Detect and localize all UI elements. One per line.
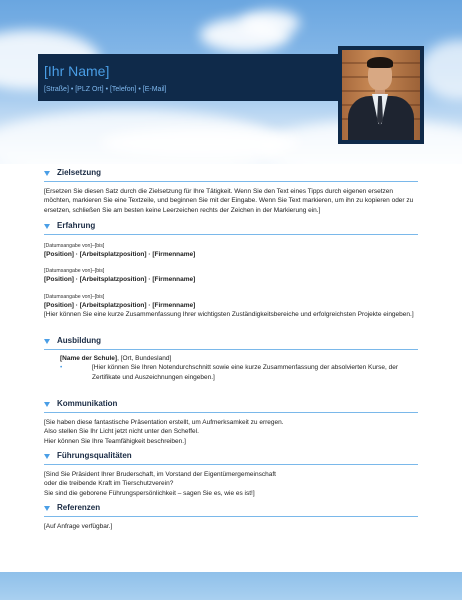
objective-text[interactable]: [Ersetzen Sie diesen Satz durch die Zielsetzung für Ihre Tätigkeit. Wenn Sie den Text eines Tipps durch eigenen ersetzen möchten, markieren Sie eine Textzeile, und beginnen Sie mit der Eingabe. Wenn Sie Text markieren, um ihn zu kopieren oder zu ersetzen, schließen Sie am besten keine Leerzeichen rechts der Zeichen in der Markierung ein.] [44,188,414,214]
job-position: [Position] [44,301,74,309]
job-location: [Arbeitsplatzposition] [79,251,147,258]
cloud-decoration [100,128,300,158]
text-line: [Sind Sie Präsident Ihrer Bruderschaft, im Vorstand der Eigentümergemeinschaft [44,471,276,478]
triangle-down-icon[interactable] [44,171,50,176]
job-entry [44,294,418,320]
section-title: Ausbildung [57,336,101,345]
job-title-line[interactable] [44,250,418,259]
name-bar [38,54,338,101]
section-title: Kommunikation [57,399,118,408]
job-title-line[interactable] [44,301,418,310]
job-company: [Firmenname] [152,251,196,258]
resume-name[interactable]: [Ihr Name] [44,63,110,79]
section-title: Führungsqualitäten [57,451,132,460]
triangle-down-icon[interactable] [44,339,50,344]
separator: · [146,276,153,284]
section-header [44,334,418,350]
text-line: Sie sind die geborene Führungspersönlichkeit – sagen Sie es, wie es ist!] [44,489,255,497]
bullet-icon: • [60,364,63,372]
separator: · [146,301,153,309]
profile-photo-frame [338,46,424,144]
section-leadership [44,449,418,498]
text-line: [Sie haben diese fantastische Präsentation erstellt, um Aufmerksamkeit zu erregen. [44,419,284,426]
triangle-down-icon[interactable] [44,506,50,511]
profile-photo[interactable] [342,50,420,140]
job-position: [Position] [44,251,74,258]
section-title: Erfahrung [57,221,96,230]
section-objective [44,166,418,215]
job-company: [Firmenname] [152,301,196,309]
job-entry [44,243,418,259]
section-header [44,166,418,182]
cloud-decoration [420,40,462,100]
section-header [44,397,418,413]
section-references [44,501,418,531]
separator: · [73,301,80,309]
text-line: Hier können Sie Ihre Teamfähigkeit beschreiben.] [44,437,186,445]
job-location: [Arbeitsplatzposition] [79,276,147,284]
job-company: [Firmenname] [152,276,196,284]
section-education [44,334,418,382]
education-detail-row [44,363,418,382]
section-communication [44,397,418,446]
job-dates[interactable]: [Datumsangabe von]–[bis] [44,293,105,300]
leadership-text[interactable] [44,470,418,498]
school-place: , [Ort, Bundesland] [117,355,172,362]
job-location: [Arbeitsplatzposition] [79,301,147,309]
triangle-down-icon[interactable] [44,224,50,229]
cloud-decoration [240,10,300,36]
triangle-down-icon[interactable] [44,454,50,459]
job-title-line[interactable] [44,275,418,284]
contact-line[interactable]: [Straße] • [PLZ Ort] • [Telefon] • [E-Mail] [44,86,167,93]
triangle-down-icon[interactable] [44,402,50,407]
education-detail[interactable]: [Hier können Sie Ihren Notendurchschnitt sowie eine kurze Zusammenfassung der absolvierten Kurse, der Zertifikate und Auszeichnungen eingeben.] [92,364,399,381]
section-header [44,219,418,235]
separator: · [73,251,80,258]
separator: · [73,276,80,284]
text-line: oder die treibende Kraft im Tierschutzverein? [44,480,174,488]
section-header [44,501,418,517]
section-experience [44,219,418,319]
references-text[interactable]: [Auf Anfrage verfügbar.] [44,523,113,530]
section-header [44,449,418,465]
job-dates[interactable]: [Datumsangabe von]–[bis] [44,243,105,249]
text-line: Also stellen Sie Ihr Licht jetzt nicht unter den Scheffel. [44,428,199,436]
job-entry [44,268,418,284]
school-name: [Name der Schule] [60,355,118,362]
job-position: [Position] [44,276,74,284]
section-title: Referenzen [57,503,101,512]
separator: · [146,251,153,258]
communication-text[interactable] [44,418,418,446]
job-summary[interactable]: [Hier können Sie eine kurze Zusammenfassung Ihrer wichtigsten Zuständigkeitsbereiche und erfolgreichsten Projekte eingeben.] [44,310,414,318]
section-title: Zielsetzung [57,168,102,177]
person-hair [367,57,393,68]
footer-band [0,572,462,600]
school-line[interactable] [44,354,418,363]
job-dates[interactable]: [Datumsangabe von]–[bis] [44,268,105,275]
